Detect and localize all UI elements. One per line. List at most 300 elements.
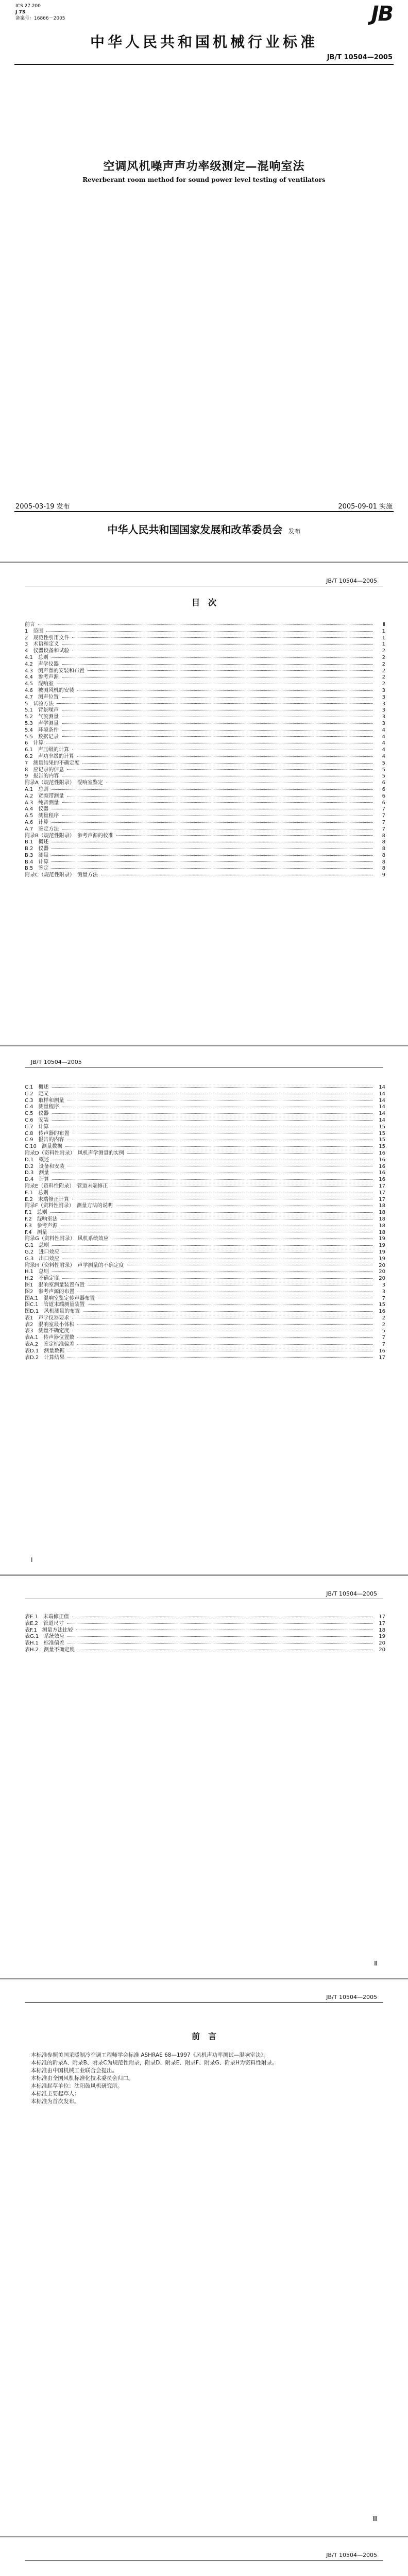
toc-entry-page: 17 — [379, 1190, 385, 1196]
toc-entry[interactable] — [25, 1089, 385, 1096]
toc-entry-page: 1 — [382, 628, 385, 634]
toc-leader-dots — [67, 769, 373, 770]
toc-entry-page: 1 — [382, 641, 385, 648]
toc-entry[interactable] — [25, 1353, 385, 1360]
toc-entry-label: 5.1 背景噪声 — [25, 707, 59, 714]
toc-entry-page: 8 — [382, 846, 385, 852]
toc-leader-dots — [77, 1344, 373, 1345]
toc-entry-label: G.1 总则 — [25, 1243, 49, 1249]
toc-entry[interactable] — [25, 1221, 385, 1228]
toc-entry[interactable] — [25, 1333, 385, 1340]
toc-entry[interactable] — [25, 1300, 385, 1307]
implementation-date: 2005-09-01 实施 — [338, 503, 393, 511]
toc-entry-label: H.1 总则 — [25, 1269, 49, 1275]
toc-entry[interactable] — [25, 1181, 385, 1188]
issuer-name: 中华人民共和国国家发展和改革委员会 — [107, 523, 283, 536]
toc-entry[interactable] — [25, 653, 385, 659]
toc-entry[interactable] — [25, 1612, 385, 1619]
foreword-paragraph: 本标准的附录A、附录B、附录C为规范性附录，附录D、附录E、附录F、附录G、附录H为资料性附录。 — [31, 2060, 278, 2066]
toc-entry-label: 附录E（资料性附录） 管道末端修正 — [25, 1183, 108, 1189]
toc-entry-page: 19 — [379, 1236, 385, 1242]
toc-entry-page: 6 — [382, 780, 385, 786]
toc-page-2 — [0, 1046, 408, 1574]
toc-entry-label: A.4 仪器 — [25, 806, 49, 812]
toc-entry-page: 7 — [382, 1342, 385, 1348]
toc-entry[interactable] — [25, 857, 385, 864]
toc-entry-label: C.2 定义 — [25, 1091, 49, 1097]
toc-entry-page: 20 — [379, 1640, 385, 1647]
toc-entry-page: 3 — [382, 1282, 385, 1288]
header-rule — [25, 2002, 383, 2003]
page-header-code: JB/T 10504—2005 — [326, 578, 377, 584]
toc-entry-label: A.6 计算 — [25, 819, 49, 825]
toc-entry-label: F.3 参考声源 — [25, 1223, 58, 1229]
foreword-heading: 前 言 — [191, 2031, 216, 2041]
toc-entry-page: 14 — [379, 1097, 385, 1104]
toc-entry-page: 2 — [382, 661, 385, 667]
toc-entry[interactable] — [25, 745, 385, 752]
toc-entry[interactable] — [25, 831, 385, 838]
toc-entry-label: 4.7 测声位置 — [25, 694, 59, 700]
toc-entry[interactable] — [25, 686, 385, 692]
toc-entry-label: 表F.1 测量方法比较 — [25, 1627, 73, 1633]
toc-leader-dots — [62, 697, 373, 698]
toc-entry[interactable] — [25, 851, 385, 857]
toc-entry-page: 3 — [382, 687, 385, 693]
toc-entry-label: C.5 仪器 — [25, 1111, 49, 1117]
toc-entry-page: 15 — [379, 1302, 385, 1308]
foreword-paragraph: 本标准为首次发布。 — [31, 2098, 80, 2105]
jb-logo: JB — [371, 2, 393, 26]
toc-entry[interactable] — [25, 1320, 385, 1327]
toc-entry-page: 1 — [382, 635, 385, 641]
toc-entry-page: 4 — [382, 747, 385, 753]
toc-entry-page: 6 — [382, 793, 385, 799]
toc-list — [25, 620, 385, 877]
toc-entry[interactable] — [25, 626, 385, 633]
toc-entry-label: B.3 测量 — [25, 852, 49, 858]
toc-entry-label: 表H.1 标准偏差 — [25, 1640, 64, 1647]
toc-list — [25, 1082, 385, 1359]
toc-entry-label: A.1 总则 — [25, 786, 49, 792]
toc-entry[interactable] — [25, 705, 385, 712]
foreword-paragraph: 本标准由中国机械工业联合会提出。 — [31, 2067, 117, 2074]
toc-entry-label: B.4 计算 — [25, 859, 49, 865]
toc-entry-label: B.2 仪器 — [25, 846, 49, 852]
toc-entry[interactable] — [25, 1142, 385, 1148]
toc-entry-page: 7 — [382, 813, 385, 819]
cover-page — [0, 0, 408, 562]
toc-entry[interactable] — [25, 646, 385, 653]
toc-leader-dots — [52, 855, 373, 856]
page-number: Ⅱ — [374, 1960, 377, 1967]
toc-entry-page: 17 — [379, 1196, 385, 1202]
toc-entry-page: 20 — [379, 1262, 385, 1268]
toc-entry[interactable] — [25, 1168, 385, 1175]
toc-entry-page: 19 — [379, 1249, 385, 1255]
toc-entry-label: 4 仪器设备和试验 — [25, 648, 70, 654]
toc-entry-label: 5.2 气流测量 — [25, 714, 59, 720]
toc-leader-dots — [77, 756, 373, 757]
foreword-paragraph: 本标准由全国风机标准化技术委员会归口。 — [31, 2075, 134, 2081]
toc-entry-page: 2 — [382, 1321, 385, 1328]
toc-entry-label: 6 计算 — [25, 740, 44, 747]
toc-entry[interactable] — [25, 1645, 385, 1652]
toc-entry[interactable] — [25, 824, 385, 831]
toc-leader-dots — [62, 664, 373, 665]
toc-entry-page: 7 — [382, 806, 385, 812]
toc-page-1 — [0, 563, 408, 1045]
toc-entry-page: 16 — [379, 1348, 385, 1354]
toc-entry[interactable] — [25, 798, 385, 805]
toc-entry-page: 18 — [379, 1210, 385, 1216]
toc-entry-label: F.2 混响室法 — [25, 1216, 58, 1222]
toc-entry-page: 3 — [382, 694, 385, 700]
toc-entry[interactable] — [25, 1129, 385, 1136]
toc-entry[interactable] — [25, 1625, 385, 1632]
toc-entry-page: 9 — [382, 872, 385, 878]
toc-entry-label: 4.1 总则 — [25, 654, 48, 660]
toc-entry-label: C.10 测量数据 — [25, 1144, 62, 1150]
toc-entry-label: C.8 传声器的布置 — [25, 1130, 70, 1137]
toc-entry-label: H.2 不确定度 — [25, 1276, 59, 1282]
toc-entry-page: 15 — [379, 1124, 385, 1130]
toc-entry-page: 6 — [382, 786, 385, 792]
toc-entry-page: 7 — [382, 1295, 385, 1301]
page-header-code: JB/T 10504—2005 — [31, 1059, 82, 1065]
toc-entry-page: 5 — [382, 1328, 385, 1334]
toc-entry-page: 14 — [379, 1117, 385, 1123]
toc-entry-page: 3 — [382, 714, 385, 720]
toc-entry-page: Ⅱ — [383, 622, 385, 628]
toc-entry[interactable] — [25, 1175, 385, 1181]
toc-entry[interactable] — [25, 1214, 385, 1221]
toc-entry-label: E.2 末端修正计算 — [25, 1196, 69, 1202]
toc-entry-page: 14 — [379, 1104, 385, 1110]
toc-entry-label: 附录G（资料性附录） 风机系统效应 — [25, 1236, 109, 1242]
toc-leader-dots — [111, 1186, 373, 1187]
toc-leader-dots — [50, 1212, 373, 1213]
toc-entry[interactable] — [25, 1261, 385, 1267]
toc-entry-label: D.4 计算 — [25, 1177, 49, 1183]
toc-entry[interactable] — [25, 1274, 385, 1280]
toc-entry[interactable] — [25, 778, 385, 785]
toc-entry-label: 5 试验方法 — [25, 701, 54, 707]
toc-entry-page: 7 — [382, 1335, 385, 1341]
toc-entry-label: B.1 概述 — [25, 839, 49, 845]
toc-entry[interactable] — [25, 804, 385, 811]
page-number: Ⅰ — [31, 1556, 33, 1564]
toc-entry[interactable] — [25, 1122, 385, 1129]
toc-entry[interactable] — [25, 659, 385, 666]
toc-leader-dots — [88, 670, 373, 671]
toc-entry-page: 8 — [382, 839, 385, 845]
toc-entry-page: 19 — [379, 1243, 385, 1249]
toc-entry[interactable] — [25, 863, 385, 870]
toc-entry[interactable] — [25, 679, 385, 686]
toc-leader-dots — [62, 736, 373, 737]
toc-leader-dots — [57, 703, 373, 704]
toc-entry[interactable] — [25, 1162, 385, 1168]
toc-entry[interactable] — [25, 719, 385, 725]
toc-entry[interactable] — [25, 1115, 385, 1122]
toc-leader-dots — [52, 822, 373, 823]
toc-list — [25, 1612, 385, 1652]
toc-leader-dots — [88, 1304, 373, 1305]
toc-leader-dots — [52, 657, 373, 658]
toc-entry-label: 表D.2 计算结果 — [25, 1354, 65, 1361]
toc-entry-page: 19 — [379, 1256, 385, 1262]
page-header-code: JB/T 10504—2005 — [326, 1590, 377, 1597]
toc-leader-dots — [52, 1113, 373, 1114]
toc-entry-label: C.1 概述 — [25, 1084, 49, 1090]
toc-entry-label: 前言 — [25, 622, 35, 628]
toc-entry-label: 图1 混响室测量装置布置 — [25, 1282, 85, 1288]
toc-entry-page: 17 — [379, 1183, 385, 1189]
toc-leader-dots — [38, 624, 373, 625]
toc-entry-label: 附录H（资料性附录） 声学测量的不确定度 — [25, 1262, 124, 1268]
toc-entry-page: 14 — [379, 1091, 385, 1097]
toc-entry-label: F.1 总则 — [25, 1210, 47, 1216]
toc-entry-page: 4 — [382, 727, 385, 733]
toc-entry-label: 6.2 声功率级的计算 — [25, 753, 74, 759]
toc-entry-page: 20 — [379, 1647, 385, 1653]
toc-entry-label: 4.5 混响室 — [25, 681, 54, 687]
toc-leader-dots — [65, 1146, 373, 1147]
toc-entry-label: F.4 测量 — [25, 1229, 47, 1235]
toc-entry-label: 表1 声学仪器要求 — [25, 1315, 70, 1321]
toc-entry-page: 16 — [379, 1157, 385, 1163]
toc-entry-page: 3 — [382, 1289, 385, 1295]
toc-entry[interactable] — [25, 818, 385, 824]
issuer — [0, 521, 408, 536]
toc-leader-dots — [62, 723, 373, 724]
toc-entry-label: 8 应记录的信息 — [25, 767, 64, 773]
toc-entry-label: 4.2 声学仪器 — [25, 661, 59, 667]
toc-entry-page: 18 — [379, 1203, 385, 1209]
toc-leader-dots — [77, 1324, 373, 1325]
toc-entry[interactable] — [25, 1234, 385, 1241]
toc-leader-dots — [62, 644, 373, 645]
toc-entry[interactable] — [25, 1307, 385, 1313]
toc-entry-page: 5 — [382, 767, 385, 773]
toc-leader-dots — [52, 868, 373, 869]
toc-entry[interactable] — [25, 1247, 385, 1254]
standard-code: JB/T 10504—2005 — [327, 54, 393, 61]
toc-entry[interactable] — [25, 758, 385, 765]
page-number: Ⅲ — [372, 2515, 377, 2522]
toc-heading: 目 次 — [191, 598, 216, 607]
toc-entry[interactable] — [25, 1109, 385, 1115]
toc-entry-page: 16 — [379, 1170, 385, 1176]
toc-entry[interactable] — [25, 771, 385, 778]
toc-entry-label: 5.3 声学测量 — [25, 720, 59, 726]
toc-entry[interactable] — [25, 811, 385, 818]
toc-entry-label: D.1 概述 — [25, 1157, 49, 1163]
foreword-text — [31, 2052, 377, 2106]
ics-code: ICS 27.200 — [15, 4, 41, 9]
cover-bottom-rule — [14, 511, 394, 512]
toc-entry[interactable] — [25, 738, 385, 745]
toc-entry-page: 8 — [382, 866, 385, 872]
toc-entry[interactable] — [25, 791, 385, 798]
toc-entry-page: 2 — [382, 654, 385, 660]
toc-entry-page: 18 — [379, 1216, 385, 1222]
toc-entry-label: 表H.2 测量不确定度 — [25, 1647, 75, 1653]
toc-entry-page: 18 — [379, 1223, 385, 1229]
toc-entry[interactable] — [25, 1346, 385, 1353]
toc-entry-label: A.7 鉴定方法 — [25, 826, 59, 832]
toc-entry-page: 14 — [379, 1111, 385, 1117]
toc-entry-page: 5 — [382, 760, 385, 766]
toc-entry-label: C.7 计算 — [25, 1124, 49, 1130]
toc-entry-label: D.2 设备和安装 — [25, 1163, 65, 1170]
toc-leader-dots — [62, 802, 373, 803]
toc-entry-page: 3 — [382, 701, 385, 707]
toc-entry[interactable] — [25, 725, 385, 732]
toc-entry[interactable] — [25, 752, 385, 758]
toc-entry[interactable] — [25, 844, 385, 851]
toc-entry-page: 4 — [382, 753, 385, 759]
toc-entry-label: 5.4 环境条件 — [25, 727, 59, 733]
toc-entry-label: 图C.1 管道末端测量装置 — [25, 1302, 85, 1308]
toc-entry-page: 7 — [382, 826, 385, 832]
toc-entry-label: 表2 混响室最小体积 — [25, 1321, 75, 1328]
toc-entry[interactable] — [25, 1340, 385, 1346]
toc-entry-label: 表G.1 系统效应 — [25, 1634, 65, 1640]
toc-entry-label: 附录C（规范性附录） 测量方法 — [25, 872, 98, 878]
toc-entry-page: 3 — [382, 720, 385, 726]
toc-entry[interactable] — [25, 1148, 385, 1155]
toc-entry-label: G.3 出口效应 — [25, 1256, 60, 1262]
toc-entry-page: 16 — [379, 1309, 385, 1315]
toc-entry-label: 6.1 声压级的计算 — [25, 747, 69, 753]
toc-entry-page: 2 — [382, 674, 385, 681]
toc-entry-label: C.9 报告的内容 — [25, 1137, 64, 1143]
toc-entry[interactable] — [25, 870, 385, 877]
toc-entry[interactable] — [25, 1294, 385, 1300]
toc-entry[interactable] — [25, 1201, 385, 1208]
toc-leader-dots — [67, 1623, 373, 1624]
toc-entry-label: C.3 取样和测量 — [25, 1097, 64, 1104]
toc-entry[interactable] — [25, 1638, 385, 1645]
toc-page-3 — [0, 1576, 408, 1978]
toc-entry-label: 表A.1 传声器位置数 — [25, 1335, 75, 1341]
toc-leader-dots — [52, 789, 373, 790]
toc-leader-dots — [52, 1120, 373, 1121]
toc-entry-label: G.2 进口效应 — [25, 1249, 60, 1255]
toc-entry-page: 2 — [382, 648, 385, 654]
toc-entry-label: 表D.1 测量数据 — [25, 1348, 65, 1354]
toc-entry-page: 16 — [379, 1177, 385, 1183]
toc-entry-label: 图2 参考声源的布置 — [25, 1289, 75, 1295]
toc-entry-label: 图D.1 风机测量的布置 — [25, 1309, 80, 1315]
cover-title-en: Reverberant room method for sound power level testing of ventilators — [82, 176, 326, 183]
toc-entry-page: 4 — [382, 734, 385, 740]
toc-entry-page: 15 — [379, 1144, 385, 1150]
toc-leader-dots — [52, 861, 373, 862]
toc-entry[interactable] — [25, 1195, 385, 1201]
toc-entry-label: E.1 总则 — [25, 1190, 48, 1196]
toc-entry-label: 表3 测量不确定度 — [25, 1328, 70, 1334]
toc-entry-page: 5 — [382, 773, 385, 779]
toc-leader-dots — [77, 690, 373, 691]
toc-entry-page: 16 — [379, 1150, 385, 1156]
toc-entry[interactable] — [25, 712, 385, 719]
toc-leader-dots — [116, 835, 373, 836]
toc-entry[interactable] — [25, 1632, 385, 1638]
toc-entry-page: 17 — [379, 1620, 385, 1626]
toc-entry[interactable] — [25, 699, 385, 706]
toc-entry[interactable] — [25, 639, 385, 646]
toc-entry-label: 附录A（规范性附录） 混响室鉴定 — [25, 780, 103, 786]
toc-leader-dots — [52, 1087, 373, 1088]
toc-entry-label: A.2 宽频带测量 — [25, 793, 64, 799]
toc-entry-page: 4 — [382, 740, 385, 747]
foreword-paragraph: 本标准起草单位：沈阳鼓风机研究所。 — [31, 2083, 123, 2089]
toc-entry[interactable] — [25, 1280, 385, 1287]
toc-entry[interactable] — [25, 1228, 385, 1234]
page-header-code: JB/T 10504—2005 — [326, 2552, 377, 2558]
toc-entry-page: 14 — [379, 1084, 385, 1090]
cover-title-cn: 空调风机噪声声功率级测定—混响室法 — [103, 160, 305, 173]
toc-entry-page: 17 — [379, 1614, 385, 1620]
header-rule — [25, 2560, 383, 2561]
toc-entry-label: D.3 测量 — [25, 1170, 49, 1176]
toc-entry-page: 6 — [382, 800, 385, 806]
toc-entry-page: 18 — [379, 1627, 385, 1633]
foreword-page — [0, 1979, 408, 2536]
toc-entry-label: 附录F（资料性附录） 测量方法的说明 — [25, 1203, 113, 1209]
issue-date: 2005-03-19 发布 — [15, 503, 70, 511]
toc-entry-label: C.4 测量程序 — [25, 1104, 59, 1110]
toc-entry-label: 附录B（规范性附录） 参考声源的校准 — [25, 833, 113, 839]
foreword-paragraph: 本标准参照美国采暖制冷空调工程师学会标准 ASHRAE 68—1997《风机声功率测试—混响室法》。 — [31, 2052, 269, 2058]
toc-leader-dots — [52, 1179, 373, 1180]
toc-entry-page: 8 — [382, 833, 385, 839]
toc-entry[interactable] — [25, 633, 385, 640]
record-number: 备案号：16866－2005 — [15, 16, 65, 21]
toc-entry[interactable] — [25, 620, 385, 626]
toc-entry-label: 表E.2 管道尺寸 — [25, 1620, 64, 1626]
toc-entry-page: 20 — [379, 1276, 385, 1282]
toc-entry[interactable] — [25, 1135, 385, 1142]
toc-entry[interactable] — [25, 1254, 385, 1261]
toc-entry[interactable] — [25, 1096, 385, 1103]
toc-entry-label: 4.6 被测风机的安装 — [25, 687, 74, 693]
toc-leader-dots — [46, 631, 373, 632]
toc-leader-dots — [83, 1311, 373, 1312]
toc-leader-dots — [52, 1245, 373, 1246]
toc-entry-page: 20 — [379, 1269, 385, 1275]
toc-entry-label: 4.3 测声器的安装和布置 — [25, 668, 84, 674]
toc-entry[interactable] — [25, 732, 385, 739]
toc-leader-dots — [67, 1636, 373, 1637]
toc-entry-page: 8 — [382, 859, 385, 865]
toc-entry-label: 4.4 参考声源 — [25, 674, 59, 681]
toc-entry[interactable] — [25, 692, 385, 699]
toc-entry[interactable] — [25, 666, 385, 673]
toc-entry[interactable] — [25, 1082, 385, 1089]
toc-entry[interactable] — [25, 1326, 385, 1333]
toc-entry-label: 1 范围 — [25, 628, 44, 634]
toc-entry-label: 2 规范性引用文件 — [25, 635, 70, 641]
toc-entry[interactable] — [25, 1619, 385, 1625]
toc-entry-page: 3 — [382, 707, 385, 714]
toc-leader-dots — [127, 1153, 373, 1154]
toc-entry-page: 18 — [379, 1229, 385, 1235]
toc-entry[interactable] — [25, 1102, 385, 1109]
